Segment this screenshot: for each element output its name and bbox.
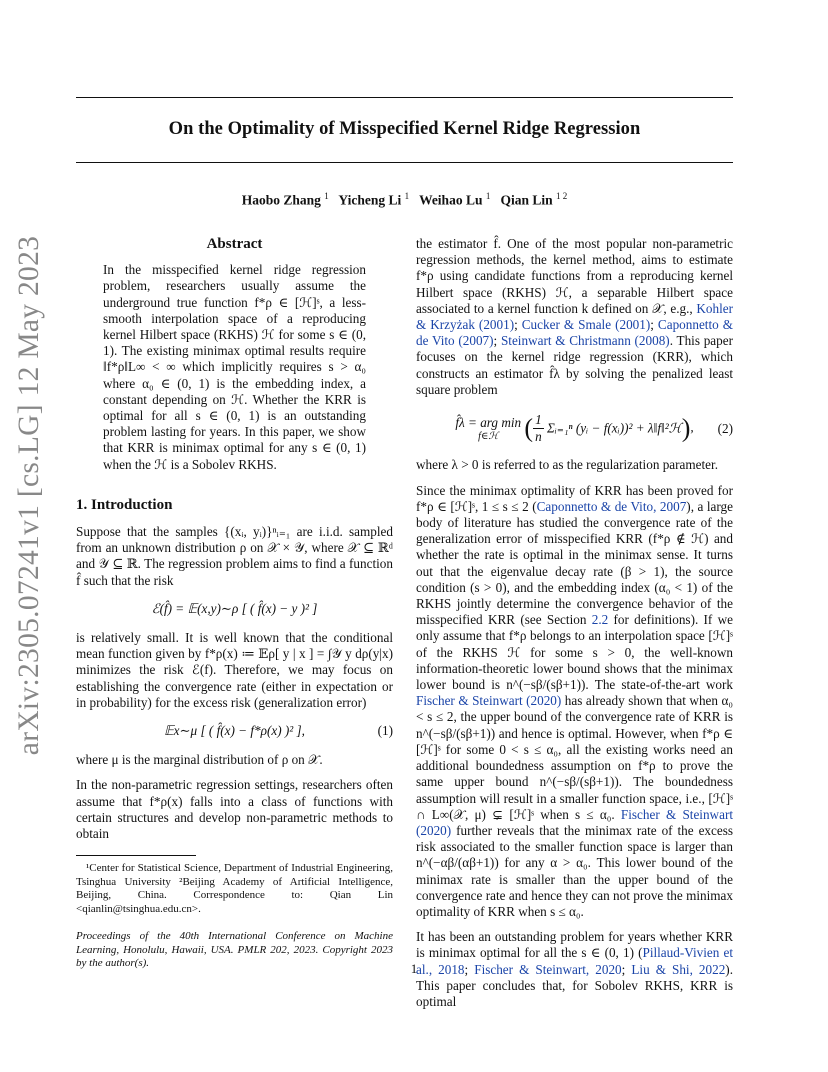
text-run: further reveals that the minimax rate of the excess risk associated to the smaller function space is larger than n^(−αβ/(αβ+1)) for any α > α₀. This lower bound of the minimax rate is smaller than the upper bound of the convergence rate and hence they can not prove the minimax optimality of KRR when s ≤ α₀. bbox=[416, 822, 733, 919]
citation-link[interactable]: Fischer & Steinwart, 2020 bbox=[474, 961, 622, 977]
author-name: Haobo Zhang bbox=[241, 192, 321, 208]
equation-2: f̂λ = arg min f∈ℋ ( $\frac{1}{n}$ Σᵢ₌₁ⁿ (yᵢ − f(xᵢ))² + λ‖f‖²ℋ), (2) bbox=[455, 412, 733, 445]
equation-number: (2) bbox=[717, 420, 733, 436]
equation-2-fraction bbox=[533, 412, 544, 445]
title-bottom-rule bbox=[76, 162, 733, 163]
text-run: ). This paper concludes that, for Sobolev RKHS, KRR is optimal bbox=[416, 961, 733, 1009]
body-paragraph bbox=[416, 483, 733, 920]
body-paragraph: where λ > 0 is referred to as the regularization parameter. bbox=[416, 457, 718, 473]
equation-2-argmin bbox=[455, 415, 521, 442]
footnote-affiliations: ¹Center for Statistical Science, Department of Industrial Engineering, Tsinghua University ²Beijing Academy of Artificial Intelligence, Beijing, China. Correspondence to: Qian Lin <qianlin@tsinghua.edu.cn>. bbox=[76, 862, 393, 915]
abstract-body: In the misspecified kernel ridge regression problem, researchers usually assume the underground true function f*ρ ∈ [ℋ]ˢ, a less-smooth interpolation space of a reproducing kernel Hilbert space (RKHS) ℋ for some s ∈ (0, 1). The existing minimax optimal results require ‖f*ρ‖L∞ < ∞ which implicitly requires s > α₀ where α₀ ∈ (0, 1) is the embedding index, a constant depending on ℋ. Whether the KRR is optimal for all s ∈ (0, 1) is an outstanding problem lasting for years. In this paper, we show that KRR is minimax optimal for any s ∈ (0, 1) when the ℋ is a Sobolev RKHS. bbox=[103, 262, 366, 472]
author-name: Yicheng Li bbox=[338, 192, 402, 208]
text-run: ; bbox=[650, 317, 658, 333]
intro-paragraph: where μ is the marginal distribution of ρ on 𝒳. bbox=[76, 752, 323, 768]
author-affiliation: 1 bbox=[324, 191, 329, 201]
text-run: It has been an outstanding problem for years whether KRR is minimax optimal for all the s ∈ (0, 1) ( bbox=[416, 929, 733, 961]
text-run: ), a large body of literature has studied the convergence rate of the generalization error of misspecified KRR (f*ρ ∉ ℋ) and whether the rate is optimal in the minimax sense. It turns out that the eigenvalue decay rate (β > 1), the source condition (s > 0), and the embedding index (α₀ < 1) of the RKHS jointly determine the convergence behavior of the misspecified KRR (see Section bbox=[416, 498, 733, 628]
right-column bbox=[416, 236, 733, 1010]
text-run: has already shown that when α₀ < s ≤ 2, the upper bound of the convergence rate of KRR is n^(−sβ/(sβ+1)) and hence is optimal. However, when f*ρ ∈ [ℋ]ˢ for some 0 < s ≤ α₀, all the existing works need an additional boundedness assumption on f*ρ to prove the same upper bound n^(−sβ/(sβ+1)). The boundedness assumption will result in a smaller function space, i.e., [ℋ]ˢ ∩ L∞(𝒳, μ) ⊊ [ℋ]ˢ when s ≤ α₀. bbox=[416, 693, 733, 822]
equation-risk-text: ℰ(f̂) = 𝔼(x,y)∼ρ [ ( f̂(x) − y )² ] bbox=[151, 600, 318, 616]
equation-number: (1) bbox=[377, 723, 393, 739]
intro-paragraph: Suppose that the samples {(xᵢ, yᵢ)}ⁿᵢ₌₁ are i.i.d. sampled from an unknown distribution ρ on 𝒳 × 𝒴, where 𝒳 ⊆ ℝᵈ and 𝒴 ⊆ ℝ. The regression problem aims to find a function f̂ such that the risk bbox=[76, 524, 393, 588]
author-name: Qian Lin bbox=[500, 192, 553, 208]
intro-paragraph: is relatively small. It is well known that the conditional mean function given by f*ρ(x) ≔ 𝔼ρ[ y | x ] = ∫𝒴 y dρ(y|x) minimizes the risk ℰ(f). Therefore, we may focus on establishing the convergence rate (either in expectation or in probability) for the excess risk (generalization error) bbox=[76, 630, 393, 710]
equation-1-text: 𝔼x∼μ [ ( f̂(x) − f*ρ(x) )² ], bbox=[164, 723, 305, 739]
text-run: ; bbox=[514, 317, 522, 333]
citation-link[interactable]: Liu & Shi, 2022 bbox=[631, 961, 726, 977]
citation-link[interactable]: Kohler & Krzyżak (2001) bbox=[416, 300, 733, 333]
equation-risk bbox=[76, 601, 393, 617]
footnote-rule bbox=[76, 855, 196, 856]
section-link[interactable]: 2.2 bbox=[591, 612, 609, 628]
title-top-rule bbox=[76, 97, 733, 98]
fraction-numerator: 1 bbox=[533, 412, 544, 429]
citation-link[interactable]: Cucker & Smale (2001) bbox=[521, 317, 651, 333]
citation-link[interactable]: Caponnetto & de Vito (2007) bbox=[416, 317, 733, 349]
text-run: Since the minimax optimality of KRR has been proved for f*ρ ∈ [ℋ]ˢ, 1 ≤ s ≤ 2 ( bbox=[416, 482, 733, 514]
citation-link[interactable]: Fischer & Steinwart (2020) bbox=[416, 693, 562, 709]
text-run: the estimator f̂. One of the most popular non-parametric regression methods, the kernel method, aims to estimate f*ρ using candidate functions from a reproducing kernel Hilbert space (RKHS) ℋ, a separable Hilbert space associated to a kernel function k defined on 𝒳, e.g., bbox=[416, 236, 733, 316]
author-affiliation: 1 bbox=[485, 191, 491, 201]
abstract-heading: Abstract bbox=[206, 236, 263, 252]
left-column bbox=[76, 236, 393, 971]
author-list bbox=[76, 191, 733, 209]
section-heading-introduction: 1. Introduction bbox=[76, 496, 173, 513]
intro-paragraph: In the non-parametric regression settings, researchers often assume that f*ρ(x) falls into a class of functions with certain structures and develop non-parametric methods to obtain bbox=[76, 777, 393, 842]
text-run: . This paper focuses on the kernel ridge regression (KRR), which constructs an estimator f̂λ by solving the penalized least square problem bbox=[416, 333, 733, 397]
equation-2-rhs: Σᵢ₌₁ⁿ (yᵢ − f(xᵢ))² + λ‖f‖²ℋ bbox=[546, 420, 682, 436]
text-run: ; bbox=[464, 961, 475, 977]
proceedings-note: Proceedings of the 40th International Conference on Machine Learning, Honolulu, Hawaii, USA. PMLR 202, 2023. Copyright 2023 by the author(s). bbox=[76, 930, 393, 970]
page-number: 1 bbox=[410, 961, 418, 976]
arxiv-identifier-text: arXiv:2305.07241v1 [cs.LG] 12 May 2023 bbox=[13, 235, 46, 755]
equation-2-subscript: f∈ℋ bbox=[478, 431, 499, 443]
citation-link[interactable]: Steinwart & Christmann (2008) bbox=[500, 333, 670, 349]
fraction-denominator: n bbox=[535, 429, 542, 445]
author-affiliation: 1 2 bbox=[556, 191, 568, 201]
text-run: ; bbox=[621, 961, 632, 977]
author-name: Weihao Lu bbox=[419, 192, 483, 208]
text-run: for definitions). If we only assume that f*ρ belongs to an interpolation space [ℋ]ˢ of the RKHS ℋ for some s > 0, the well-known information-theoretic lower bound shows that the minimax lower bound is n^(−sβ/(sβ+1)). The state-of-the-art work bbox=[416, 612, 733, 693]
arxiv-side-label bbox=[10, 235, 50, 755]
equation-1 bbox=[76, 723, 393, 739]
text-run: ; bbox=[493, 333, 501, 349]
equation-2-lhs: f̂λ = arg min bbox=[455, 415, 522, 431]
citation-link[interactable]: Pillaud-Vivien et al., 2018 bbox=[416, 945, 733, 977]
body-paragraph bbox=[416, 236, 733, 398]
citation-link[interactable]: Caponnetto & de Vito, 2007 bbox=[536, 498, 687, 514]
citation-link[interactable]: Fischer & Steinwart (2020) bbox=[416, 806, 733, 838]
author-affiliation: 1 bbox=[404, 191, 410, 201]
paper-title: On the Optimality of Misspecified Kernel Ridge Regression bbox=[168, 119, 641, 139]
